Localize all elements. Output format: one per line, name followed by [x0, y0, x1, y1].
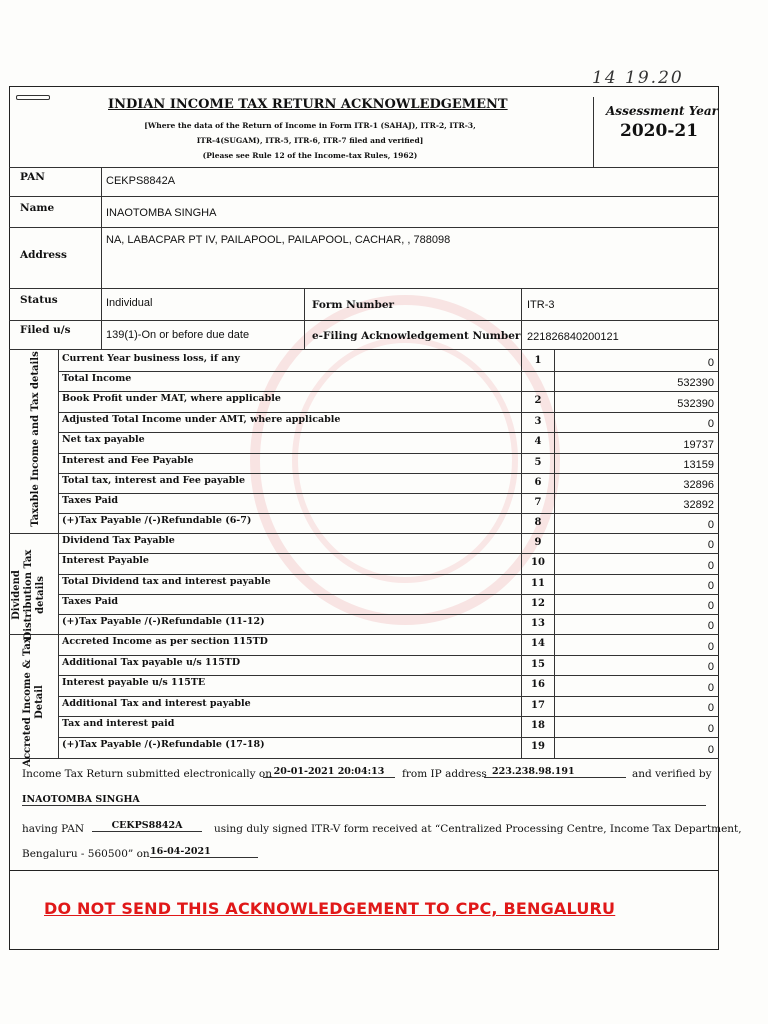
- row-value: 0: [707, 519, 714, 531]
- row-number: 14: [531, 638, 545, 649]
- row-value: 0: [707, 661, 714, 673]
- row-divider: [58, 614, 719, 615]
- row-value: 0: [707, 539, 714, 551]
- row-number: 19: [531, 741, 545, 752]
- row-number: 16: [531, 679, 545, 690]
- row-divider: [58, 675, 719, 676]
- row-value: 0: [707, 702, 714, 714]
- row-label: Total Income: [62, 373, 132, 384]
- row-label: Additional Tax payable u/s 115TD: [62, 657, 241, 668]
- row-value: 0: [707, 600, 714, 612]
- row-label: (+)Tax Payable /(-)Refundable (11-12): [62, 616, 265, 627]
- row-number: 15: [531, 659, 545, 670]
- status-label: Status: [20, 294, 58, 306]
- form-number-value: ITR-3: [527, 299, 555, 311]
- name-label: Name: [20, 202, 55, 214]
- form-subtitle-1: [Where the data of the Return of Income in Form ITR-1 (SAHAJ), ITR-2, ITR-3,: [144, 121, 476, 130]
- ack-number-label: e-Filing Acknowledgement Number: [312, 330, 521, 342]
- received-text: using duly signed ITR-V form received at “Centralized Processing Centre, Income Tax Department,: [214, 823, 742, 835]
- row-divider: [58, 513, 719, 514]
- address-value: NA, LABACPAR PT IV, PAILAPOOL, PAILAPOOL, CACHAR, , 788098: [106, 234, 451, 246]
- row-label: (+)Tax Payable /(-)Refundable (6-7): [62, 515, 252, 526]
- row-value: 32896: [683, 479, 714, 491]
- row-value: 0: [707, 418, 714, 430]
- row-divider: [58, 737, 719, 738]
- row-number: 11: [531, 578, 545, 589]
- submitted-datetime: 20-01-2021 20:04:13: [263, 766, 395, 778]
- having-pan-label: having PAN: [22, 823, 85, 835]
- verifier-pan: CEKPS8842A: [92, 820, 202, 832]
- row-number: 4: [534, 436, 542, 447]
- row-label: Total Dividend tax and interest payable: [62, 576, 271, 587]
- row-divider: [58, 655, 719, 656]
- bengaluru-text: Bengaluru - 560500” on: [22, 848, 150, 860]
- row-divider: [58, 696, 719, 697]
- received-date: 16-04-2021: [150, 846, 258, 858]
- row-label: Current Year business loss, if any: [62, 353, 240, 364]
- pan-label: PAN: [20, 171, 45, 183]
- assessment-year-value: 2020-21: [620, 121, 699, 141]
- row-divider: [58, 432, 719, 433]
- verifier-name: INAOTOMBA SINGHA: [22, 794, 706, 806]
- row-label: Adjusted Total Income under AMT, where applicable: [62, 414, 341, 425]
- section-accreted-line1: Accreted Income & Tax: [22, 637, 33, 767]
- status-value: Individual: [106, 297, 153, 309]
- row-value: 0: [707, 744, 714, 756]
- ack-number-value: 221826840200121: [527, 331, 619, 343]
- address-label: Address: [20, 249, 67, 261]
- row-number: 8: [534, 517, 542, 528]
- section-dividend-line2: Distribution Tax: [23, 549, 34, 641]
- section-accreted: [22, 632, 46, 772]
- filed-us-label: Filed u/s: [20, 324, 71, 336]
- row-value: 0: [707, 641, 714, 653]
- row-divider: [58, 533, 719, 534]
- row-value: 532390: [677, 377, 714, 389]
- do-not-send-warning: DO NOT SEND THIS ACKNOWLEDGEMENT TO CPC, BENGALURU: [44, 899, 616, 918]
- row-value: 0: [707, 620, 714, 632]
- row-divider: [58, 371, 719, 372]
- row-value: 532390: [677, 398, 714, 410]
- row-value: 19737: [683, 439, 714, 451]
- row-value: 32892: [683, 499, 714, 511]
- row-label: Interest and Fee Payable: [62, 455, 194, 466]
- row-number: 18: [531, 720, 545, 731]
- row-label: Additional Tax and interest payable: [62, 698, 251, 709]
- section-dividend-line3: details: [35, 576, 46, 614]
- row-divider: [58, 412, 719, 413]
- filed-us-value: 139(1)-On or before due date: [106, 329, 250, 341]
- submitted-text: Income Tax Return submitted electronically on: [22, 768, 273, 780]
- row-label: Book Profit under MAT, where applicable: [62, 393, 281, 404]
- row-label: Interest payable u/s 115TE: [62, 677, 206, 688]
- from-ip-label: from IP address: [402, 768, 487, 780]
- row-number: 5: [534, 457, 542, 468]
- row-number: 12: [531, 598, 545, 609]
- ip-address: 223.238.98.191: [484, 766, 626, 778]
- row-label: Tax and interest paid: [62, 718, 175, 729]
- row-number: 1: [534, 355, 542, 366]
- row-value: 13159: [683, 459, 714, 471]
- form-title: INDIAN INCOME TAX RETURN ACKNOWLEDGEMENT: [108, 97, 508, 112]
- row-value: 0: [707, 580, 714, 592]
- verified-by-label: and verified by: [632, 768, 712, 780]
- row-label: Taxes Paid: [62, 596, 118, 607]
- row-label: Total tax, interest and Fee payable: [62, 475, 246, 486]
- row-value: 0: [707, 560, 714, 572]
- row-label: (+)Tax Payable /(-)Refundable (17-18): [62, 739, 265, 750]
- form-number-label: Form Number: [312, 299, 395, 311]
- assessment-year-label: Assessment Year: [606, 104, 719, 118]
- form-subtitle-3: (Please see Rule 12 of the Income-tax Rules, 1962): [202, 151, 418, 160]
- row-label: Net tax payable: [62, 434, 145, 445]
- row-divider: [58, 453, 719, 454]
- row-number: 10: [531, 557, 545, 568]
- row-divider: [58, 391, 719, 392]
- row-label: Taxes Paid: [62, 495, 118, 506]
- row-value: 0: [707, 682, 714, 694]
- row-number: 2: [534, 395, 542, 406]
- row-divider: [58, 553, 719, 554]
- row-number: 7: [534, 497, 542, 508]
- row-number: 6: [534, 477, 542, 488]
- row-divider: [58, 493, 719, 494]
- row-value: 0: [707, 357, 714, 369]
- pan-value: CEKPS8842A: [106, 175, 176, 187]
- row-number: 17: [531, 700, 545, 711]
- section-dividend-line1: Dividend: [11, 570, 22, 620]
- row-label: Accreted Income as per section 115TD: [62, 636, 268, 647]
- row-divider: [58, 634, 719, 635]
- row-number: 13: [531, 618, 545, 629]
- row-label: Dividend Tax Payable: [62, 535, 175, 546]
- name-value: INAOTOMBA SINGHA: [106, 207, 217, 219]
- section-taxable: Taxable Income and Tax details: [30, 351, 41, 527]
- row-number: 3: [534, 416, 542, 427]
- emblem-mark: [16, 95, 50, 100]
- row-label: Interest Payable: [62, 555, 149, 566]
- row-divider: [58, 716, 719, 717]
- form-subtitle-2: ITR-4(SUGAM), ITR-5, ITR-6, ITR-7 filed and verified]: [196, 136, 424, 145]
- row-divider: [58, 574, 719, 575]
- handwritten-date: 14 19.20: [592, 68, 684, 88]
- row-value: 0: [707, 723, 714, 735]
- row-divider: [58, 594, 719, 595]
- row-divider: [58, 473, 719, 474]
- section-accreted-line2: Detail: [34, 685, 45, 719]
- row-number: 9: [534, 537, 542, 548]
